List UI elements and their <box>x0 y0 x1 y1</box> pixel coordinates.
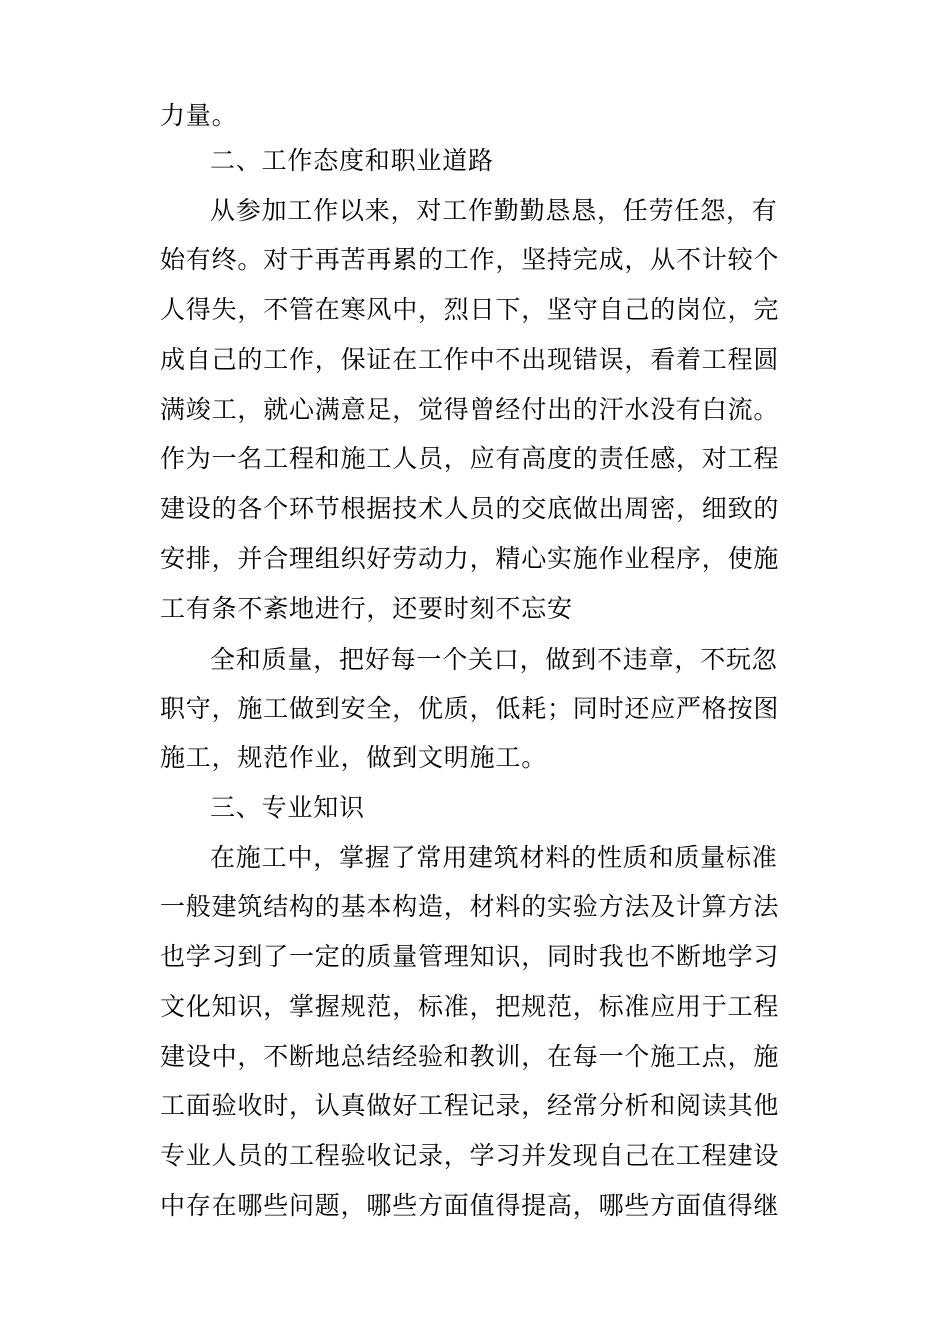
text-line: 建设中，不断地总结经验和教训，在每一个施工点，施 <box>160 1042 780 1071</box>
section-heading: 二、工作态度和职业道路 <box>210 146 494 175</box>
text-line: 一般建筑结构的基本构造，材料的实验方法及计算方法 <box>160 892 780 921</box>
text-line: 工有条不紊地进行，还要时刻不忘安 <box>160 594 573 623</box>
text-line: 安排，并合理组织好劳动力，精心实施作业程序，使施 <box>160 544 780 573</box>
text-line: 专业人员的工程验收记录，学习并发现自己在工程建设 <box>160 1141 780 1170</box>
text-line: 力量。 <box>160 101 238 130</box>
text-line: 始有终。对于再苦再累的工作，坚持完成，从不计较个 <box>160 245 780 274</box>
text-line: 工面验收时，认真做好工程记录，经常分析和阅读其他 <box>160 1091 780 1120</box>
text-line: 作为一名工程和施工人员，应有高度的责任感，对工程 <box>160 444 780 473</box>
text-line: 也学习到了一定的质量管理知识，同时我也不断地学习 <box>160 942 780 971</box>
text-line: 全和质量，把好每一个关口，做到不违章，不玩忽 <box>210 645 778 674</box>
text-line: 从参加工作以来，对工作勤勤恳恳，任劳任怨，有 <box>210 196 778 225</box>
text-line: 文化知识，掌握规范，标准，把规范，标准应用于工程 <box>160 992 780 1021</box>
text-line: 人得失，不管在寒风中，烈日下，坚守自己的岗位，完 <box>160 295 780 324</box>
text-line: 成自己的工作，保证在工作中不出现错误，看着工程圆 <box>160 345 780 374</box>
text-line: 满竣工，就心满意足，觉得曾经付出的汗水没有白流。 <box>160 395 780 424</box>
text-line: 建设的各个环节根据技术人员的交底做出周密，细致的 <box>160 494 780 523</box>
text-line: 施工，规范作业，做到文明施工。 <box>160 743 548 772</box>
section-heading: 三、专业知识 <box>210 793 365 822</box>
text-line: 在施工中，掌握了常用建筑材料的性质和质量标准 <box>210 843 778 872</box>
text-line: 职守，施工做到安全，优质，低耗；同时还应严格按图 <box>160 694 780 723</box>
text-line: 中存在哪些问题，哪些方面值得提高，哪些方面值得继 <box>160 1191 780 1220</box>
